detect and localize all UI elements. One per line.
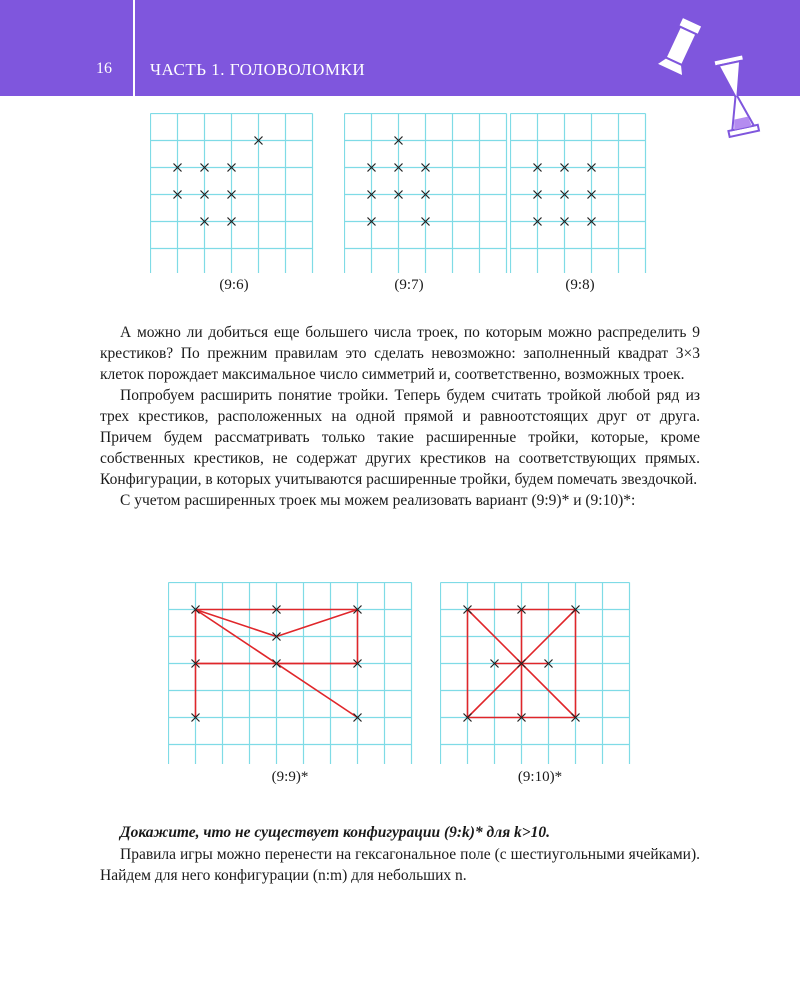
figure-9-6-grid [150, 113, 318, 273]
page-number: 16 [96, 60, 112, 77]
figure-9-9-grid [168, 582, 414, 764]
paragraph-4: Правила игры можно перенести на гексагональное поле (с шестиугольными ячейками). Найдем для него конфигурации (n:m) для небольших n. [100, 846, 700, 884]
figure-9-7-grid [344, 113, 512, 273]
caption-9-7: (9:7) [394, 277, 424, 293]
figure-9-10-grid [440, 582, 632, 764]
caption-9-9: (9:9)* [271, 769, 309, 785]
figure-9-8-grid [510, 113, 650, 273]
triple-line [196, 610, 277, 637]
triple-line [277, 610, 358, 637]
main-text [100, 322, 700, 511]
closing-text [100, 844, 700, 886]
caption-9-6: (9:6) [219, 277, 249, 293]
paragraph-3: С учетом расширенных троек мы можем реализовать вариант (9:9)* и (9:10)*: [120, 492, 636, 509]
header-divider [133, 0, 135, 96]
paragraph-1: А можно ли добиться еще большего числа троек, по которым можно распределить 9 крестиков? По прежним правилам это сделать невозможно: заполненный квадрат 3×3 клеток порождает максимальное число симметрий и, соответственно, возможных троек. [100, 324, 700, 383]
chess-hourglass-illustration [630, 10, 780, 140]
caption-9-8: (9:8) [565, 277, 595, 293]
exercise-task: Докажите, что не существует конфигурации (9:k)* для k>10. [120, 824, 551, 841]
hourglass-icon [713, 54, 759, 137]
caption-9-10: (9:10)* [517, 769, 563, 785]
chess-rook-icon [656, 15, 706, 77]
paragraph-2: Попробуем расширить понятие тройки. Теперь будем считать тройкой любой ряд из трех крестиков, расположенных на одной прямой и равноотстоящих друг от друга. Причем будем рассматривать только такие расширенные тройки, которые, кроме собственных крестиков, не содержат других крестиков на соответствующих прямых. Конфигурации, в которых учитываются расширенные тройки, будем помечать звездочкой. [100, 387, 700, 488]
page-title: ЧАСТЬ 1. ГОЛОВОЛОМКИ [150, 60, 366, 79]
